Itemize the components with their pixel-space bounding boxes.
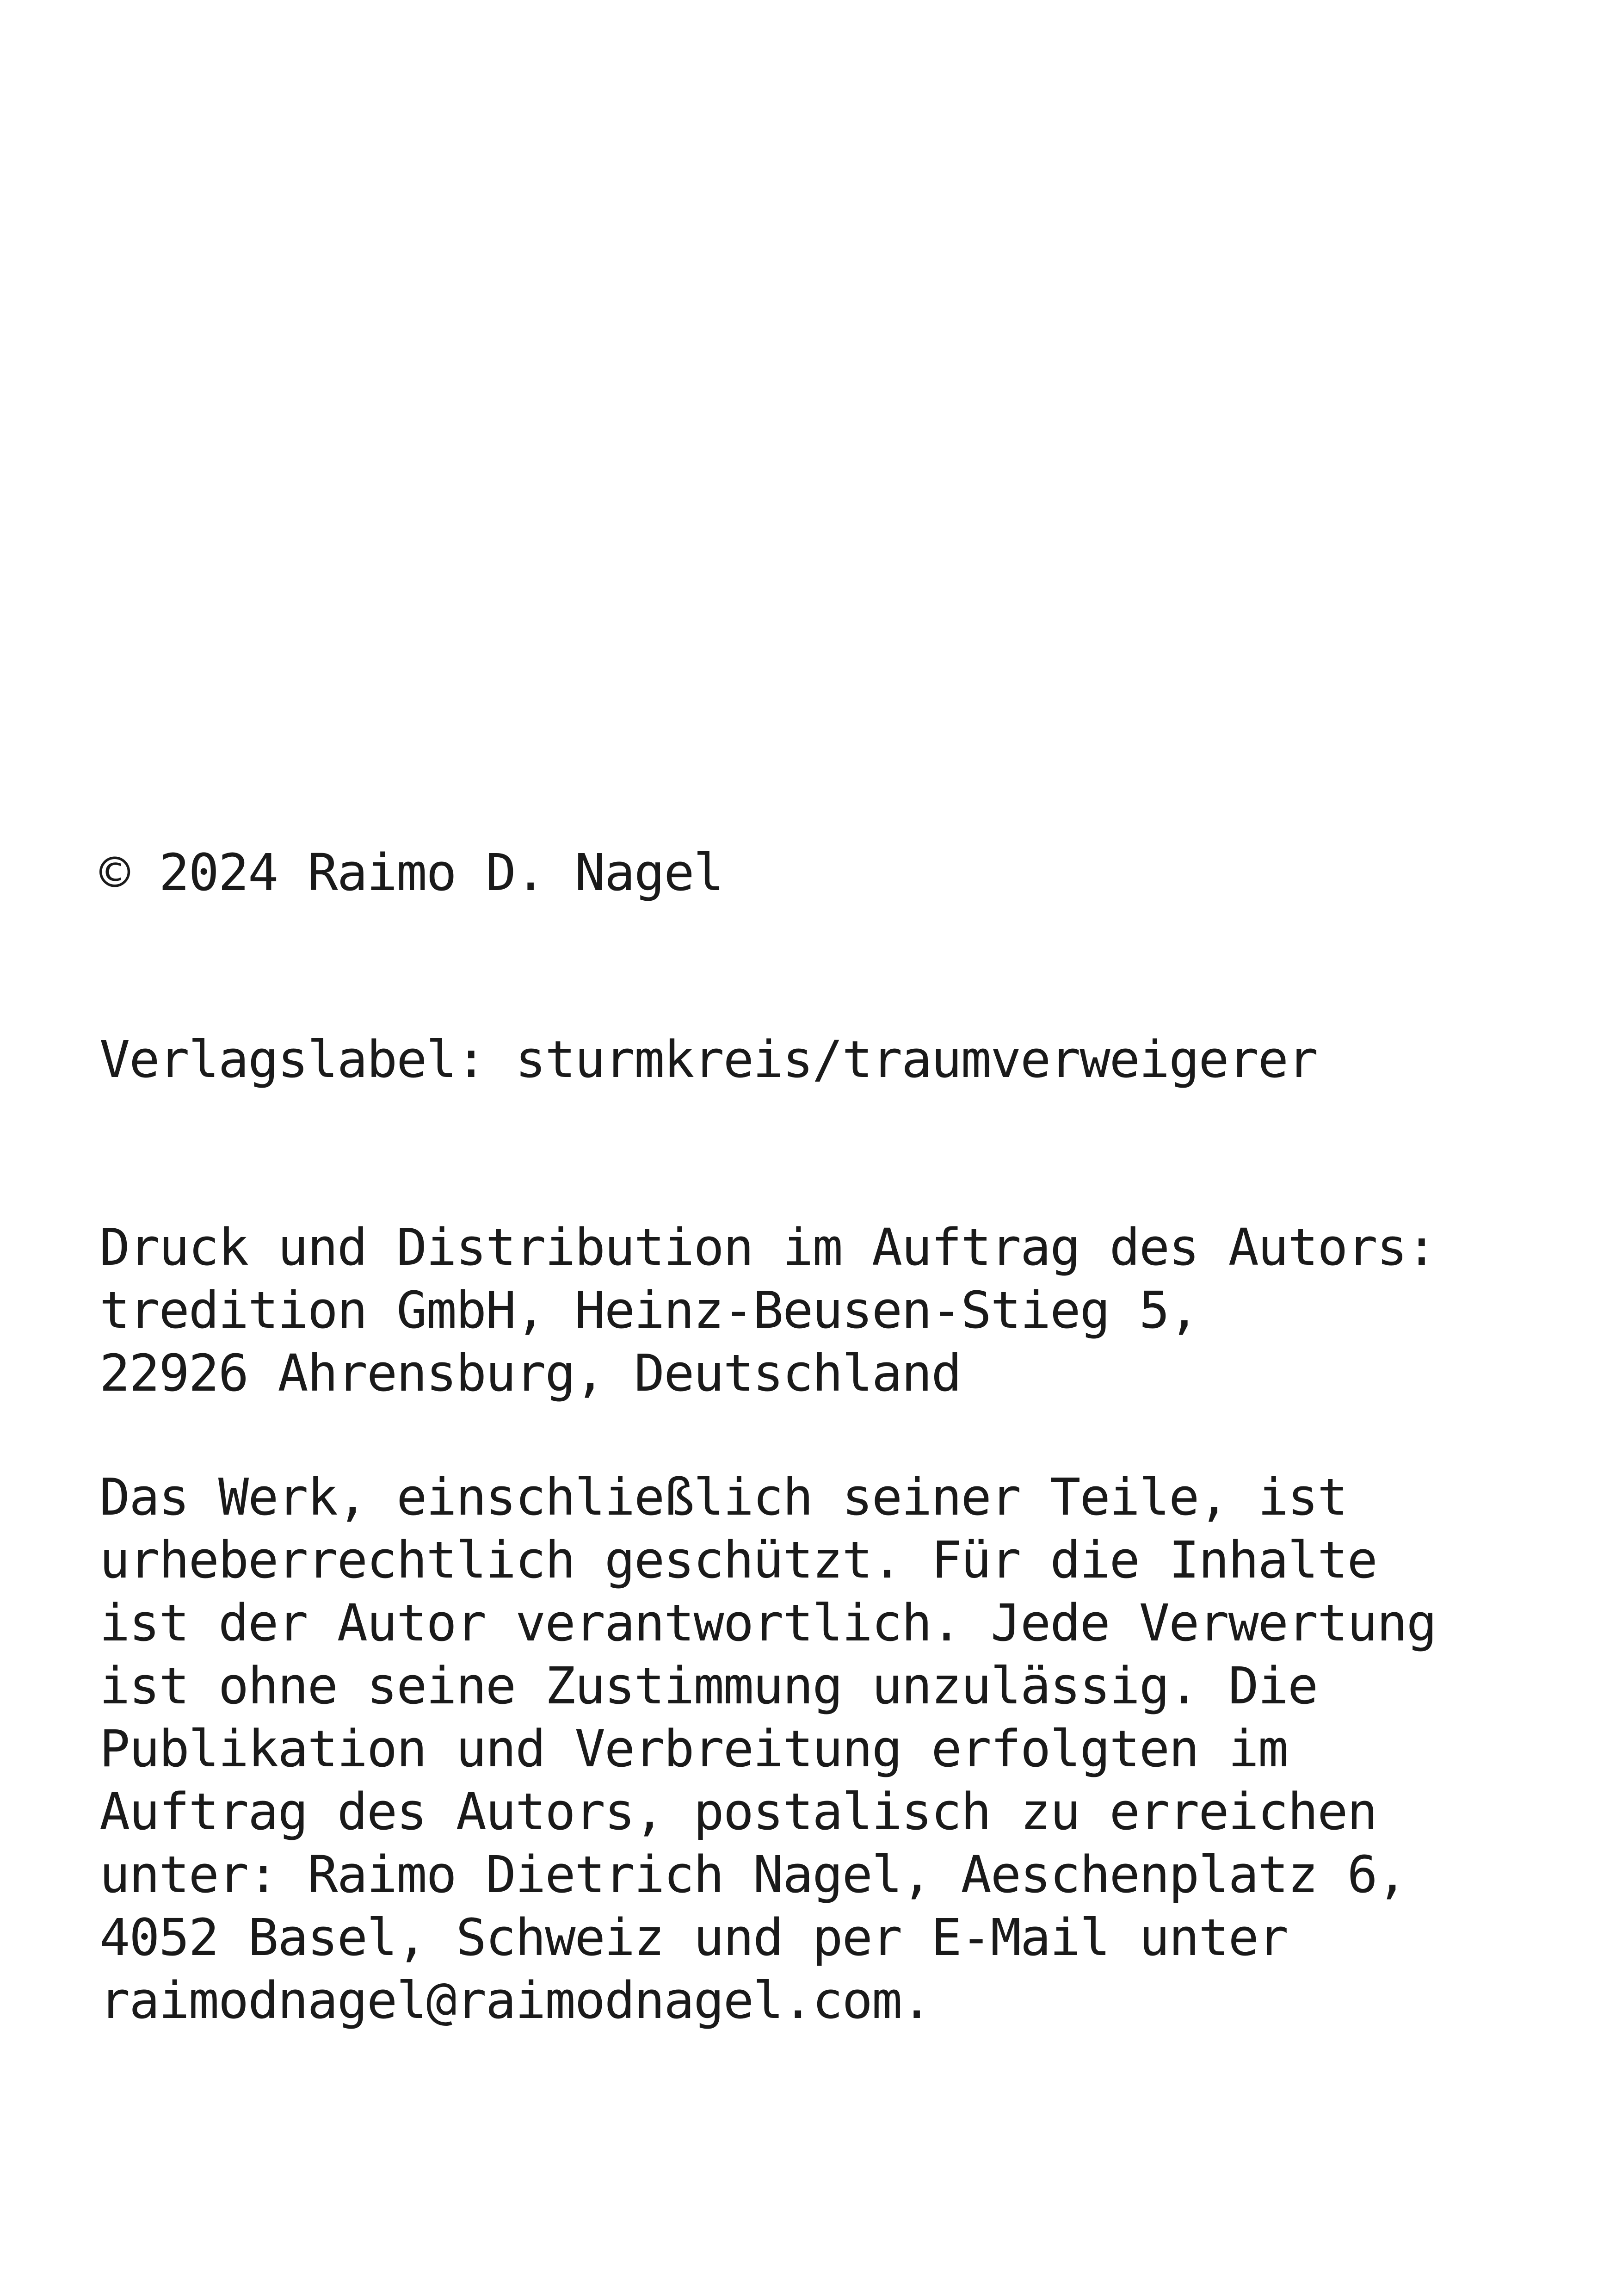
rights-line: urheberrechtlich geschützt. Für die Inhalte (99, 1530, 1377, 1590)
rights-line: ist ohne seine Zustimmung unzulässig. Die (99, 1656, 1318, 1715)
rights-line: Publikation und Verbreitung erfolgten im (99, 1719, 1288, 1778)
publisher-label (99, 1028, 1533, 1091)
print-distribution-info (99, 1216, 1533, 1405)
rights-line: Das Werk, einschließlich seiner Teile, ist (99, 1467, 1347, 1527)
print-line: Druck und Distribution im Auftrag des Autors: (99, 1218, 1437, 1277)
rights-notice (99, 1466, 1533, 2032)
rights-line: 4052 Basel, Schweiz und per E-Mail unter (99, 1908, 1288, 1967)
copyright-line: © 2024 Raimo D. Nagel (99, 843, 723, 902)
publisher-label-line: Verlagslabel: sturmkreis/traumverweigerer (99, 1030, 1318, 1089)
print-line: 22926 Ahrensburg, Deutschland (99, 1343, 961, 1403)
print-line: tredition GmbH, Heinz-Beusen-Stieg 5, (99, 1281, 1199, 1340)
rights-line: Auftrag des Autors, postalisch zu erreichen (99, 1782, 1377, 1841)
rights-line: unter: Raimo Dietrich Nagel, Aeschenplatz 6, (99, 1845, 1406, 1904)
contact-email: raimodnagel@raimodnagel.com. (99, 1971, 931, 2030)
copyright-notice (99, 841, 1533, 904)
rights-line: ist der Autor verantwortlich. Jede Verwertung (99, 1593, 1437, 1652)
